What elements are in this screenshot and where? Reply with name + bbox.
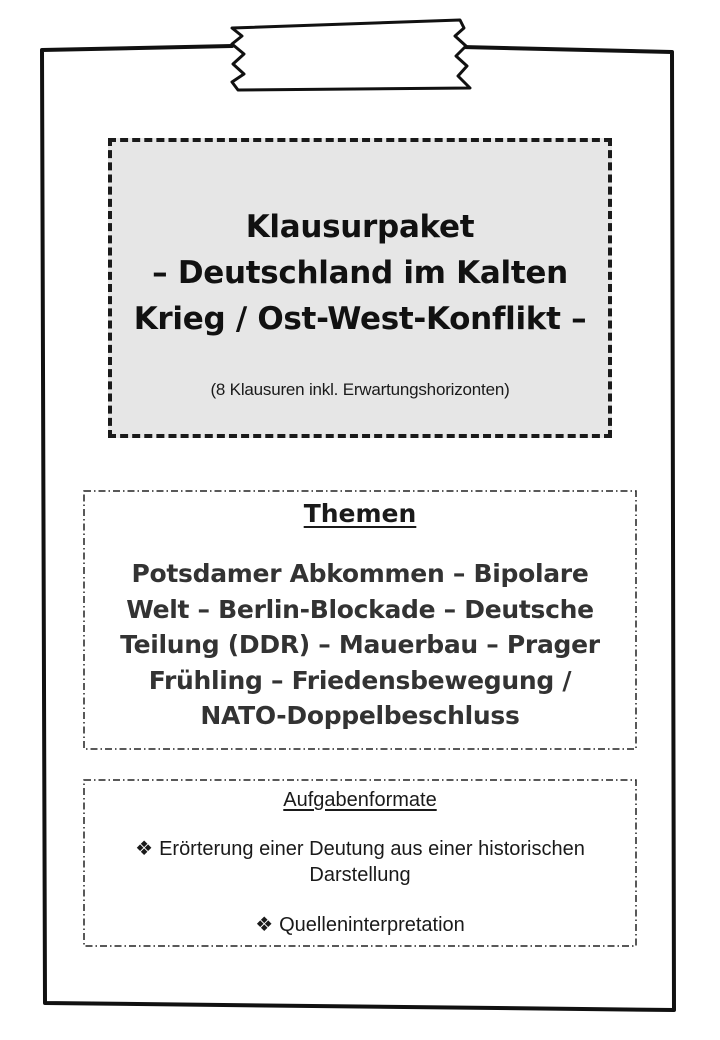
theme-line: Welt – Berlin-Blockade – Deutsche	[126, 594, 594, 624]
diamond-bullet-icon: ❖	[135, 838, 154, 860]
tape-strip	[232, 20, 470, 90]
theme-line: Frühling – Friedensbewegung /	[148, 665, 572, 695]
formats-box	[84, 780, 636, 946]
theme-line: Teilung (DDR) – Mauerbau – Prager	[120, 630, 600, 659]
themes-box	[84, 491, 636, 749]
formats-heading: Aufgabenformate	[283, 789, 437, 811]
subtitle: (8 Klausuren inkl. Erwartungshorizonten)	[210, 380, 510, 399]
format-item	[84, 836, 636, 888]
title-line: Klausurpaket	[245, 209, 475, 245]
themes-list	[84, 556, 636, 734]
format-item-text-continued: Darstellung	[309, 864, 411, 886]
title-box	[108, 138, 612, 438]
theme-line: NATO-Doppelbeschluss	[200, 701, 520, 730]
format-item-text: Erörterung einer Deutung aus einer historischen	[159, 838, 585, 860]
theme-line: Potsdamer Abkommen – Bipolare	[131, 559, 589, 588]
page-title	[112, 204, 608, 342]
diamond-bullet-icon: ❖	[255, 914, 274, 936]
title-line: – Deutschland im Kalten	[152, 255, 568, 291]
themes-heading: Themen	[303, 499, 417, 528]
format-item	[84, 912, 636, 938]
title-line: Krieg / Ost-West-Konflikt –	[133, 301, 587, 337]
format-item-text: Quelleninterpretation	[279, 914, 465, 936]
